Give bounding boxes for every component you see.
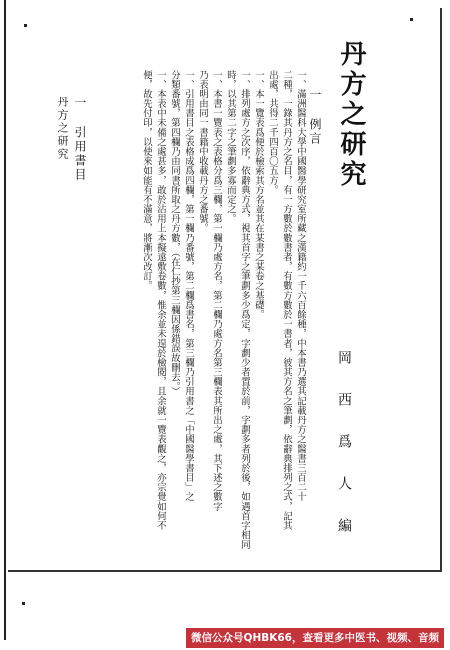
body-line: 一、排列處方之次序，依辭典方式，視其首字之筆劃多少爲定，字劃少者置於前，字劃多者列於後，如遇首字相同 xyxy=(239,70,250,550)
body-line: 分類番號，第四欄乃由同書所取之丹方數，（在仁抄第三欄因係錯誤故刪去。） xyxy=(169,70,180,397)
section-heading-preface: 一 例言 xyxy=(308,88,322,146)
body-line: 一、本表中未備之處甚多，敢於沾用上本擬遠敷卷數，惟余並未遑於檢閱，且余就一覽表觀之，亦宗覺如何不 xyxy=(155,70,166,531)
body-line: 一、本書一覽表之表格分爲三欄，第一欄乃處方名，第二欄乃處方名第三欄表其所出之處，其下述之數字 xyxy=(211,70,222,512)
running-header: 丹方之研究 xyxy=(56,96,69,161)
scan-speck xyxy=(22,602,25,605)
body-line: 時，以其第二字之筆劃多寡而定之。 xyxy=(225,70,236,224)
page-title: 丹方之研究 xyxy=(336,40,366,190)
body-line: 便，故先付印，以使來如能有不滿意，將漸次改訂。 xyxy=(141,70,152,291)
footer-banner: 微信公众号QHBK66，查看更多中医书、视频、音频 xyxy=(186,628,444,648)
section-heading-references: 一 引用書目 xyxy=(73,96,87,182)
body-line: 一、本一覽表爲便於檢索其方名並其在某書之某卷之基礎。 xyxy=(253,70,264,320)
body-line: 一、滿洲醫科大學中國醫學研究室所藏之漢籍約一千六百餘種，中本書乃選其記載丹方之醫書三百二十 xyxy=(295,70,306,502)
scan-edge-left xyxy=(4,0,6,640)
body-line: 出處，共得二千四百〇五方。 xyxy=(267,70,278,195)
body-line: 一、引用書目之表格成爲四欄，第一欄乃番號，第二欄爲書名，第三欄乃引用書之「中國醫學書目」之 xyxy=(183,70,194,502)
body-line: 二種，一錄其丹方之名目，有一方數於數書者，有數方數於一書者，彼其方名之筆劃，依辭典排列之式，記其 xyxy=(281,70,292,531)
author-line: 岡 西 爲 人 編 xyxy=(336,350,352,538)
body-line: 乃表明由同一書籍中收載丹方之番號。 xyxy=(197,70,208,234)
